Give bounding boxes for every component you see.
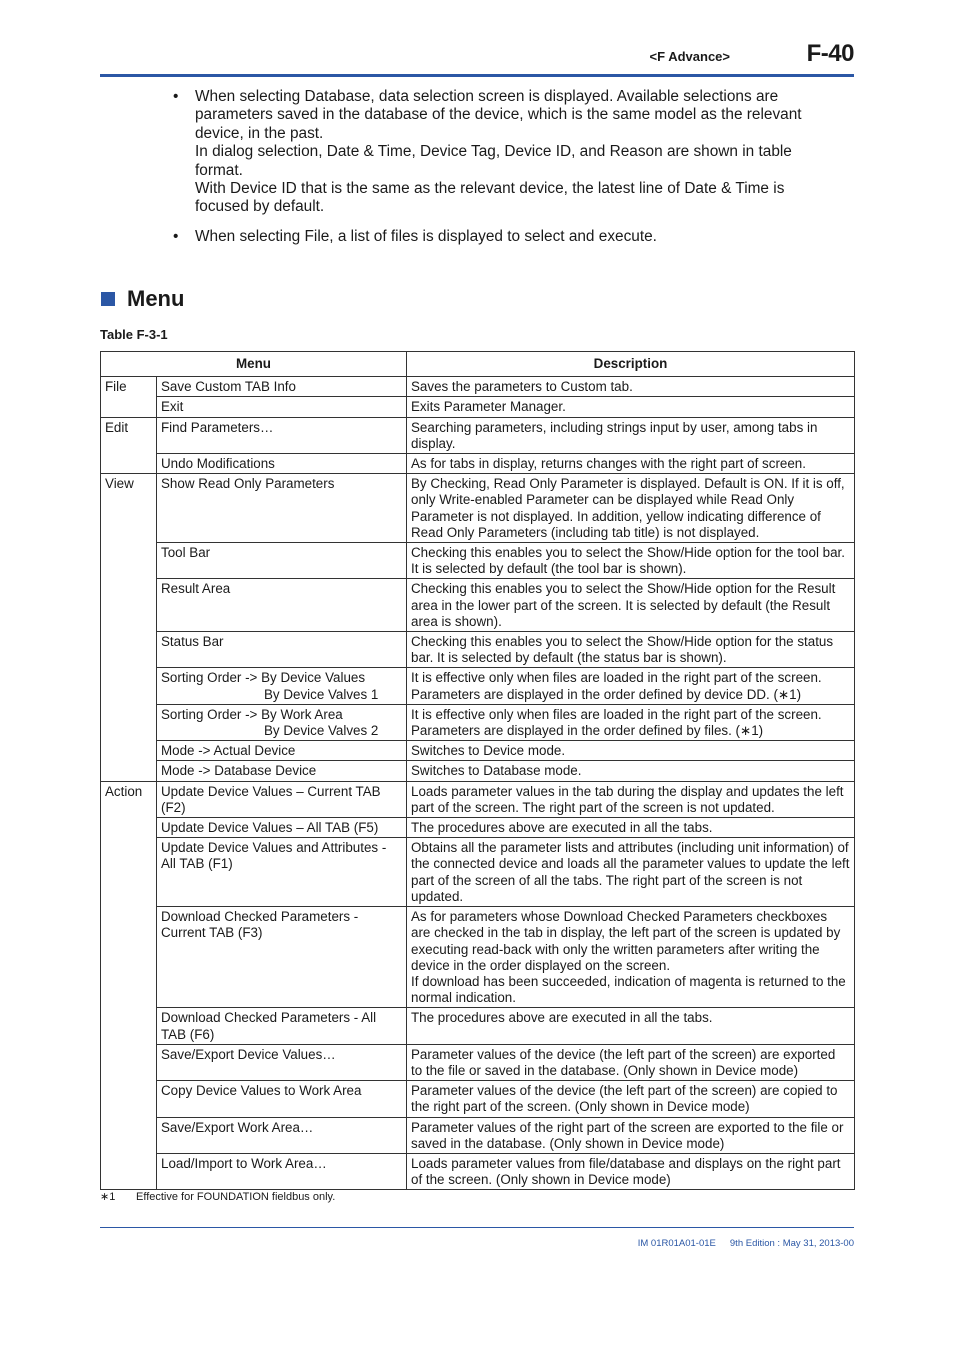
menu-category: Edit [101,417,157,474]
menu-description [407,907,855,1008]
description-text: As for parameters whose Download Checked Parameters checkboxes are checked in the tab in display, the left part of the screen is updated by executing read-back with only the written parameters after writing the device in the order displayed on the screen. [411,909,841,973]
menu-item [157,632,407,668]
footnote [100,1190,335,1203]
description-text: Parameter values of the device (the left part of the screen) are copied to the right part of the screen. (Only shown in Device mode) [411,1083,838,1115]
menu-item-label: Show Read Only Parameters [161,476,335,492]
menu-item [157,417,407,453]
bullet-paragraph: In dialog selection, Date & Time, Device Tag, Device ID, and Reason are shown in table format. [195,143,792,179]
description-text: It is effective only when files are loaded in the right part of the screen. Parameters are displayed in the order defined by device DD. (∗1) [411,670,822,702]
menu-description [407,377,855,397]
menu-description [407,704,855,740]
table-row [101,1153,855,1189]
description-text: Searching parameters, including strings input by user, among tabs in display. [411,419,818,451]
bullet-dot: • [173,227,179,245]
bullet-paragraph: When selecting File, a list of files is displayed to select and execute. [195,227,657,245]
document-id: IM 01R01A01-01E [637,1238,716,1249]
menu-item-label: Mode -> Actual Device [161,743,296,759]
menu-item [157,761,407,781]
section-label: <F Advance> [649,49,730,64]
menu-item-label: Sorting Order -> By Device Values [161,670,366,686]
menu-item-label: Find Parameters… [161,419,274,435]
description-text: Loads parameter values from file/database and displays on the right part of the screen. (Only shown in Device mode) [411,1155,841,1188]
table-row [101,704,855,740]
description-text: Saves the parameters to Custom tab. [411,379,633,395]
menu-table [100,351,855,1190]
menu-item [157,668,407,704]
menu-item [157,377,407,397]
menu-description [407,454,855,474]
menu-category: View [101,474,157,781]
table-row [101,1081,855,1117]
header-description: Description [407,352,855,377]
description-text: Exits Parameter Manager. [411,399,566,415]
menu-item-label: Save/Export Device Values… [161,1046,336,1062]
description-text: Checking this enables you to select the Show/Hide option for the Result area in the lower part of the screen. It is selected by default (the Result area is shown). [411,581,836,629]
table-row [101,543,855,579]
description-text: Loads parameter values in the tab during the display and updates the left part of the screen. The right part of the screen is not updated. [411,783,844,815]
menu-item-label: Download Checked Parameters - All TAB (F6) [161,1010,377,1042]
table-caption: Table F-3-1 [100,327,168,342]
table-row [101,668,855,704]
menu-description [407,1117,855,1153]
table-row [101,454,855,474]
table-row [101,781,855,817]
menu-item [157,1153,407,1189]
menu-description [407,781,855,817]
menu-item [157,741,407,761]
footnote-text: Effective for FOUNDATION fieldbus only. [136,1191,336,1203]
menu-description [407,668,855,704]
menu-item [157,1081,407,1117]
menu-description [407,632,855,668]
table-row [101,838,855,907]
table-row [101,907,855,1008]
menu-description [407,1153,855,1189]
menu-description [407,1044,855,1080]
table-row [101,377,855,397]
description-text: The procedures above are executed in all the tabs. [411,820,713,836]
bullet-list [170,88,840,246]
table-row [101,417,855,453]
menu-description [407,579,855,632]
menu-item-label: Update Device Values and Attributes - All TAB (F1) [161,840,387,872]
table-row [101,1117,855,1153]
description-text: Checking this enables you to select the Show/Hide option for the tool bar. It is selected by default (the tool bar is shown). [411,545,845,577]
description-text: Switches to Device mode. [411,743,566,759]
menu-item [157,838,407,907]
section-heading-text: Menu [127,286,185,311]
menu-item-label: Sorting Order -> By Work Area [161,706,343,722]
bullet-paragraph: When selecting Database, data selection screen is displayed. Available selections are parameters saved in the database of the device, which is the same model as the relevant device, in the past. [195,88,802,142]
menu-item-label: Load/Import to Work Area… [161,1155,327,1171]
menu-category: Action [101,781,157,1190]
menu-description [407,543,855,579]
square-bullet-icon [101,292,115,306]
menu-item-label: Exit [161,399,184,415]
header-rule [100,74,854,77]
menu-item-label: Download Checked Parameters - Current TAB (F3) [161,909,359,941]
description-text: Checking this enables you to select the Show/Hide option for the status bar. It is selected by default (the status bar is shown). [411,634,834,666]
menu-description [407,818,855,838]
header-menu: Menu [101,352,407,377]
menu-item-label: Update Device Values – Current TAB (F2) [161,783,381,815]
menu-item [157,397,407,417]
bullet-item [170,228,840,246]
menu-item [157,781,407,817]
menu-item [157,1008,407,1044]
table-header-row [101,352,855,377]
page-header [100,40,854,76]
section-heading [101,286,184,312]
menu-item-label: Result Area [161,581,231,597]
description-text: Parameter values of the right part of the screen are exported to the file or saved in the database. (Only shown in Device mode) [411,1119,844,1151]
menu-item-label: Undo Modifications [161,456,275,472]
bullet-item [170,88,840,217]
menu-item-label: Update Device Values – All TAB (F5) [161,820,379,836]
table-row [101,1008,855,1044]
menu-description [407,1081,855,1117]
menu-item-label: Tool Bar [161,545,211,561]
menu-item-sublabel: By Device Valves 2 [264,723,379,739]
footnote-mark: ∗1 [100,1191,116,1203]
description-text: The procedures above are executed in all the tabs. [411,1010,713,1026]
table-row [101,474,855,543]
edition-date: 9th Edition : May 31, 2013-00 [729,1238,854,1249]
table-row [101,579,855,632]
menu-item-label: Status Bar [161,634,224,650]
description-text-extra: If download has been succeeded, indication of magenta is returned to the normal indication. [411,973,846,1006]
table-row [101,1044,855,1080]
menu-description [407,761,855,781]
table-row [101,397,855,417]
description-text: Obtains all the parameter lists and attributes (including unit information) of the connected device and loads all the parameter values to update the left part of the screen of all the tabs. The right part of the screen is not updated. [411,840,850,904]
description-text: Switches to Database mode. [411,763,582,779]
menu-item-label: Mode -> Database Device [161,763,317,779]
menu-item-sublabel: By Device Valves 1 [264,686,379,702]
menu-description [407,741,855,761]
menu-item [157,543,407,579]
table-row [101,741,855,761]
description-text: By Checking, Read Only Parameter is displayed. Default is ON. If it is off, only Write-enabled Parameter can be displayed while Read Only Parameter is not displayed. In addition, yellow indicating difference of Read Only Parameters (including tab title) is not displayed. [411,476,845,540]
menu-item [157,454,407,474]
menu-description [407,474,855,543]
menu-item [157,474,407,543]
menu-item [157,818,407,838]
menu-item-label: Save/Export Work Area… [161,1119,314,1135]
menu-item [157,907,407,1008]
bullet-dot: • [173,88,179,105]
table-row [101,818,855,838]
menu-item [157,704,407,740]
table-row [101,632,855,668]
menu-description [407,397,855,417]
menu-description [407,417,855,453]
table-row [101,761,855,781]
description-text: It is effective only when files are loaded in the right part of the screen. Parameters are displayed in the order defined by files. (∗1) [411,706,822,739]
description-text: Parameter values of the device (the left part of the screen) are exported to the file or saved in the database. (Only shown in Device mode) [411,1046,836,1078]
menu-item [157,1044,407,1080]
page-footer [638,1238,854,1249]
menu-item-label: Copy Device Values to Work Area [161,1083,362,1099]
bullet-paragraph: With Device ID that is the same as the relevant device, the latest line of Date & Time is focused by default. [195,180,785,216]
menu-item-label: Save Custom TAB Info [161,379,296,395]
menu-description [407,838,855,907]
menu-item [157,1117,407,1153]
footer-rule [100,1227,854,1228]
menu-item [157,579,407,632]
page-number: F-40 [806,40,854,67]
description-text: As for tabs in display, returns changes with the right part of screen. [411,456,806,472]
menu-description [407,1008,855,1044]
menu-category: File [101,377,157,417]
